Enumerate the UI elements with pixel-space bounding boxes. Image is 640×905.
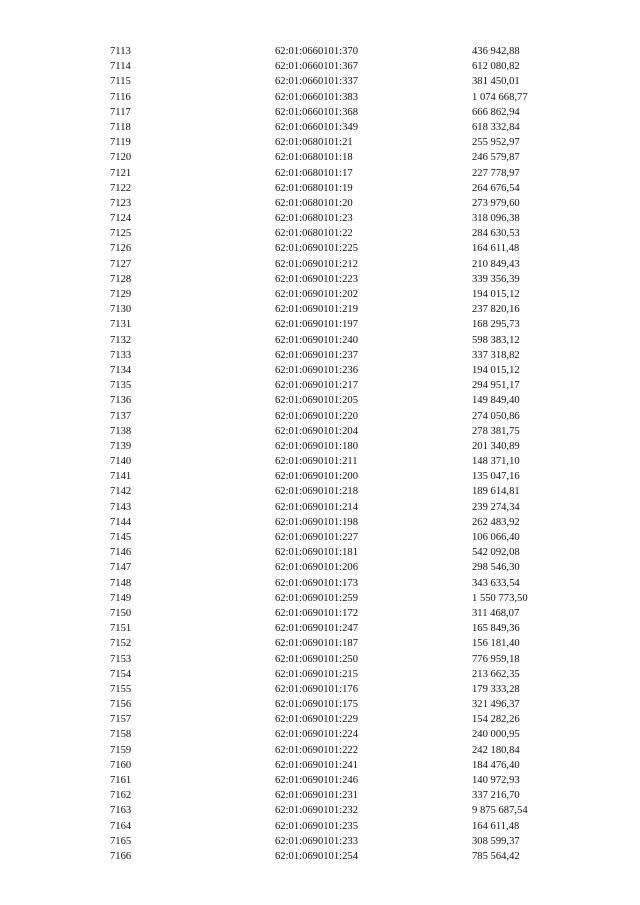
cadastral-number: 62:01:0690101:200: [275, 471, 358, 483]
cadastral-value-table: [0, 44, 640, 864]
row-number: 7151: [110, 623, 132, 635]
cadastral-value: 255 952,97: [472, 137, 520, 149]
cadastral-value: 135 047,16: [472, 471, 520, 483]
cadastral-number: 62:01:0690101:246: [275, 775, 358, 786]
table-row: [0, 788, 640, 803]
row-number: 7162: [110, 790, 132, 802]
cadastral-value: 776 959,18: [472, 653, 520, 665]
table-row: [0, 317, 640, 332]
table-row: [0, 606, 640, 621]
row-number: 7158: [110, 729, 132, 741]
cadastral-value: 140 972,93: [472, 775, 520, 786]
row-number: 7129: [110, 289, 132, 300]
cadastral-value: 278 381,75: [472, 425, 520, 437]
cadastral-number: 62:01:0660101:349: [275, 121, 358, 133]
row-number: 7120: [110, 152, 132, 164]
cadastral-value: 294 951,17: [472, 380, 520, 392]
cadastral-number: 62:01:0690101:219: [275, 304, 358, 316]
cadastral-value: 542 092,08: [472, 547, 520, 559]
row-number: 7154: [110, 668, 132, 680]
cadastral-number: 62:01:0690101:217: [275, 380, 358, 392]
cadastral-value: 194 015,12: [472, 364, 520, 376]
cadastral-value: 154 282,26: [472, 714, 520, 726]
cadastral-value: 201 340,89: [472, 440, 520, 452]
cadastral-number: 62:01:0690101:222: [275, 744, 358, 756]
cadastral-number: 62:01:0680101:23: [275, 213, 353, 225]
table-row: [0, 363, 640, 378]
row-number: 7155: [110, 683, 132, 695]
table-row: [0, 712, 640, 727]
table-row: [0, 272, 640, 287]
cadastral-number: 62:01:0660101:337: [275, 76, 358, 88]
table-row: [0, 773, 640, 788]
cadastral-value: 308 599,37: [472, 835, 520, 847]
table-row: [0, 469, 640, 484]
row-number: 7157: [110, 714, 132, 726]
table-row: [0, 667, 640, 682]
row-number: 7121: [110, 167, 132, 179]
cadastral-number: 62:01:0690101:241: [275, 759, 358, 771]
row-number: 7136: [110, 395, 132, 407]
table-row: [0, 591, 640, 606]
row-number: 7156: [110, 699, 132, 711]
table-row: [0, 545, 640, 560]
row-number: 7113: [110, 46, 131, 57]
table-row: [0, 682, 640, 697]
table-row: [0, 44, 640, 59]
cadastral-number: 62:01:0690101:231: [275, 790, 358, 802]
row-number: 7125: [110, 228, 132, 240]
cadastral-value: 274 050,86: [472, 410, 520, 422]
cadastral-number: 62:01:0690101:220: [275, 410, 358, 422]
cadastral-value: 106 066,40: [472, 532, 520, 543]
row-number: 7126: [110, 243, 132, 255]
table-row: [0, 484, 640, 499]
table-row: [0, 241, 640, 256]
cadastral-number: 62:01:0690101:204: [275, 425, 358, 437]
cadastral-value: 318 096,38: [472, 213, 520, 225]
table-row: [0, 697, 640, 712]
table-row: [0, 560, 640, 575]
cadastral-value: 262 483,92: [472, 516, 520, 528]
row-number: 7116: [110, 91, 131, 103]
cadastral-number: 62:01:0690101:202: [275, 289, 358, 300]
table-row: [0, 135, 640, 150]
cadastral-value: 246 579,87: [472, 152, 520, 164]
table-row: [0, 302, 640, 317]
cadastral-value: 666 862,94: [472, 106, 520, 118]
cadastral-value: 321 496,37: [472, 699, 520, 711]
cadastral-value: 381 450,01: [472, 76, 520, 88]
cadastral-number: 62:01:0690101:205: [275, 395, 358, 407]
cadastral-number: 62:01:0690101:233: [275, 835, 358, 847]
table-row: [0, 621, 640, 636]
table-row: [0, 530, 640, 545]
row-number: 7119: [110, 137, 131, 149]
table-row: [0, 803, 640, 818]
cadastral-value: 337 318,82: [472, 349, 520, 361]
table-row: [0, 120, 640, 135]
cadastral-number: 62:01:0690101:247: [275, 623, 358, 635]
row-number: 7144: [110, 516, 132, 528]
cadastral-number: 62:01:0680101:19: [275, 182, 353, 194]
cadastral-value: 227 778,97: [472, 167, 520, 179]
table-row: [0, 424, 640, 439]
row-number: 7118: [110, 121, 131, 133]
table-row: [0, 257, 640, 272]
row-number: 7163: [110, 805, 132, 817]
cadastral-value: 612 080,82: [472, 61, 520, 73]
cadastral-number: 62:01:0680101:18: [275, 152, 353, 164]
cadastral-value: 436 942,88: [472, 46, 520, 57]
table-row: [0, 90, 640, 105]
cadastral-number: 62:01:0660101:383: [275, 91, 358, 103]
table-row: [0, 727, 640, 742]
cadastral-value: 164 611,48: [472, 820, 520, 832]
cadastral-value: 242 180,84: [472, 744, 520, 756]
cadastral-value: 311 468,07: [472, 607, 520, 619]
table-row: [0, 393, 640, 408]
cadastral-value: 213 662,35: [472, 668, 520, 680]
cadastral-number: 62:01:0690101:225: [275, 243, 358, 255]
table-row: [0, 181, 640, 196]
cadastral-number: 62:01:0690101:236: [275, 364, 358, 376]
cadastral-number: 62:01:0690101:173: [275, 577, 358, 589]
row-number: 7153: [110, 653, 132, 665]
cadastral-value: 164 611,48: [472, 243, 520, 255]
row-number: 7164: [110, 820, 132, 832]
cadastral-value: 148 371,10: [472, 456, 520, 468]
cadastral-number: 62:01:0690101:172: [275, 607, 358, 619]
cadastral-value: 149 849,40: [472, 395, 520, 407]
cadastral-number: 62:01:0690101:235: [275, 820, 358, 832]
table-row: [0, 819, 640, 834]
cadastral-number: 62:01:0690101:198: [275, 516, 358, 528]
cadastral-value: 237 820,16: [472, 304, 520, 316]
cadastral-value: 284 630,53: [472, 228, 520, 240]
cadastral-number: 62:01:0690101:227: [275, 532, 358, 543]
row-number: 7138: [110, 425, 132, 437]
cadastral-value: 337 216,70: [472, 790, 520, 802]
table-row: [0, 166, 640, 181]
table-row: [0, 500, 640, 515]
table-row: [0, 758, 640, 773]
row-number: 7114: [110, 61, 131, 73]
cadastral-number: 62:01:0690101:180: [275, 440, 358, 452]
cadastral-value: 339 356,39: [472, 273, 520, 285]
row-number: 7152: [110, 638, 132, 650]
row-number: 7148: [110, 577, 132, 589]
cadastral-number: 62:01:0690101:187: [275, 638, 358, 650]
table-row: [0, 454, 640, 469]
table-row: [0, 834, 640, 849]
row-number: 7149: [110, 592, 132, 604]
cadastral-number: 62:01:0690101:229: [275, 714, 358, 726]
row-number: 7147: [110, 562, 132, 574]
cadastral-value: 194 015,12: [472, 289, 520, 300]
cadastral-value: 273 979,60: [472, 197, 520, 209]
cadastral-value: 785 564,42: [472, 850, 520, 862]
cadastral-number: 62:01:0660101:368: [275, 106, 358, 118]
row-number: 7122: [110, 182, 132, 194]
cadastral-number: 62:01:0690101:206: [275, 562, 358, 574]
table-row: [0, 226, 640, 241]
cadastral-value: 618 332,84: [472, 121, 520, 133]
table-row: [0, 652, 640, 667]
cadastral-value: 9 875 687,54: [472, 805, 528, 817]
row-number: 7137: [110, 410, 132, 422]
cadastral-number: 62:01:0690101:223: [275, 273, 358, 285]
row-number: 7141: [110, 471, 132, 483]
table-row: [0, 515, 640, 530]
cadastral-value: 1 074 668,77: [472, 91, 528, 103]
row-number: 7146: [110, 547, 132, 559]
cadastral-value: 165 849,36: [472, 623, 520, 635]
table-row: [0, 59, 640, 74]
row-number: 7130: [110, 304, 132, 316]
cadastral-value: 240 000,95: [472, 729, 520, 741]
row-number: 7135: [110, 380, 132, 392]
cadastral-number: 62:01:0690101:176: [275, 683, 358, 695]
cadastral-number: 62:01:0690101:212: [275, 258, 358, 270]
cadastral-value: 1 550 773,50: [472, 592, 528, 604]
cadastral-number: 62:01:0690101:197: [275, 319, 358, 331]
cadastral-number: 62:01:0680101:17: [275, 167, 353, 179]
table-row: [0, 378, 640, 393]
cadastral-value: 264 676,54: [472, 182, 520, 194]
row-number: 7133: [110, 349, 132, 361]
cadastral-number: 62:01:0680101:20: [275, 197, 353, 209]
cadastral-number: 62:01:0690101:211: [275, 456, 358, 468]
table-row: [0, 409, 640, 424]
cadastral-number: 62:01:0690101:175: [275, 699, 358, 711]
cadastral-number: 62:01:0680101:22: [275, 228, 353, 240]
cadastral-value: 179 333,28: [472, 683, 520, 695]
cadastral-number: 62:01:0690101:237: [275, 349, 358, 361]
row-number: 7143: [110, 501, 132, 513]
cadastral-value: 239 274,34: [472, 501, 520, 513]
cadastral-number: 62:01:0680101:21: [275, 137, 353, 149]
table-row: [0, 636, 640, 651]
cadastral-number: 62:01:0690101:240: [275, 334, 358, 346]
row-number: 7165: [110, 835, 132, 847]
row-number: 7159: [110, 744, 132, 756]
row-number: 7127: [110, 258, 132, 270]
table-row: [0, 348, 640, 363]
table-row: [0, 74, 640, 89]
row-number: 7150: [110, 607, 132, 619]
table-row: [0, 287, 640, 302]
cadastral-number: 62:01:0660101:370: [275, 46, 358, 57]
row-number: 7115: [110, 76, 131, 88]
table-row: [0, 576, 640, 591]
row-number: 7140: [110, 456, 132, 468]
table-row: [0, 211, 640, 226]
table-row: [0, 849, 640, 864]
cadastral-number: 62:01:0690101:250: [275, 653, 358, 665]
cadastral-number: 62:01:0690101:224: [275, 729, 358, 741]
table-row: [0, 333, 640, 348]
cadastral-value: 168 295,73: [472, 319, 520, 331]
cadastral-number: 62:01:0690101:254: [275, 850, 358, 862]
cadastral-value: 189 614,81: [472, 486, 520, 498]
cadastral-number: 62:01:0690101:259: [275, 592, 358, 604]
row-number: 7132: [110, 334, 132, 346]
cadastral-value: 156 181,40: [472, 638, 520, 650]
table-row: [0, 196, 640, 211]
row-number: 7166: [110, 850, 132, 862]
row-number: 7134: [110, 364, 132, 376]
row-number: 7161: [110, 775, 132, 786]
row-number: 7131: [110, 319, 132, 331]
table-row: [0, 439, 640, 454]
row-number: 7139: [110, 440, 132, 452]
row-number: 7160: [110, 759, 132, 771]
cadastral-value: 184 476,40: [472, 759, 520, 771]
cadastral-number: 62:01:0690101:215: [275, 668, 358, 680]
cadastral-number: 62:01:0690101:218: [275, 486, 358, 498]
row-number: 7128: [110, 273, 132, 285]
cadastral-number: 62:01:0690101:214: [275, 501, 358, 513]
cadastral-value: 210 849,43: [472, 258, 520, 270]
table-row: [0, 743, 640, 758]
row-number: 7124: [110, 213, 132, 225]
table-row: [0, 150, 640, 165]
cadastral-value: 298 546,30: [472, 562, 520, 574]
cadastral-value: 598 383,12: [472, 334, 520, 346]
cadastral-value: 343 633,54: [472, 577, 520, 589]
cadastral-number: 62:01:0690101:181: [275, 547, 358, 559]
row-number: 7117: [110, 106, 131, 118]
row-number: 7142: [110, 486, 132, 498]
row-number: 7145: [110, 532, 132, 543]
table-row: [0, 105, 640, 120]
cadastral-number: 62:01:0690101:232: [275, 805, 358, 817]
row-number: 7123: [110, 197, 132, 209]
cadastral-number: 62:01:0660101:367: [275, 61, 358, 73]
